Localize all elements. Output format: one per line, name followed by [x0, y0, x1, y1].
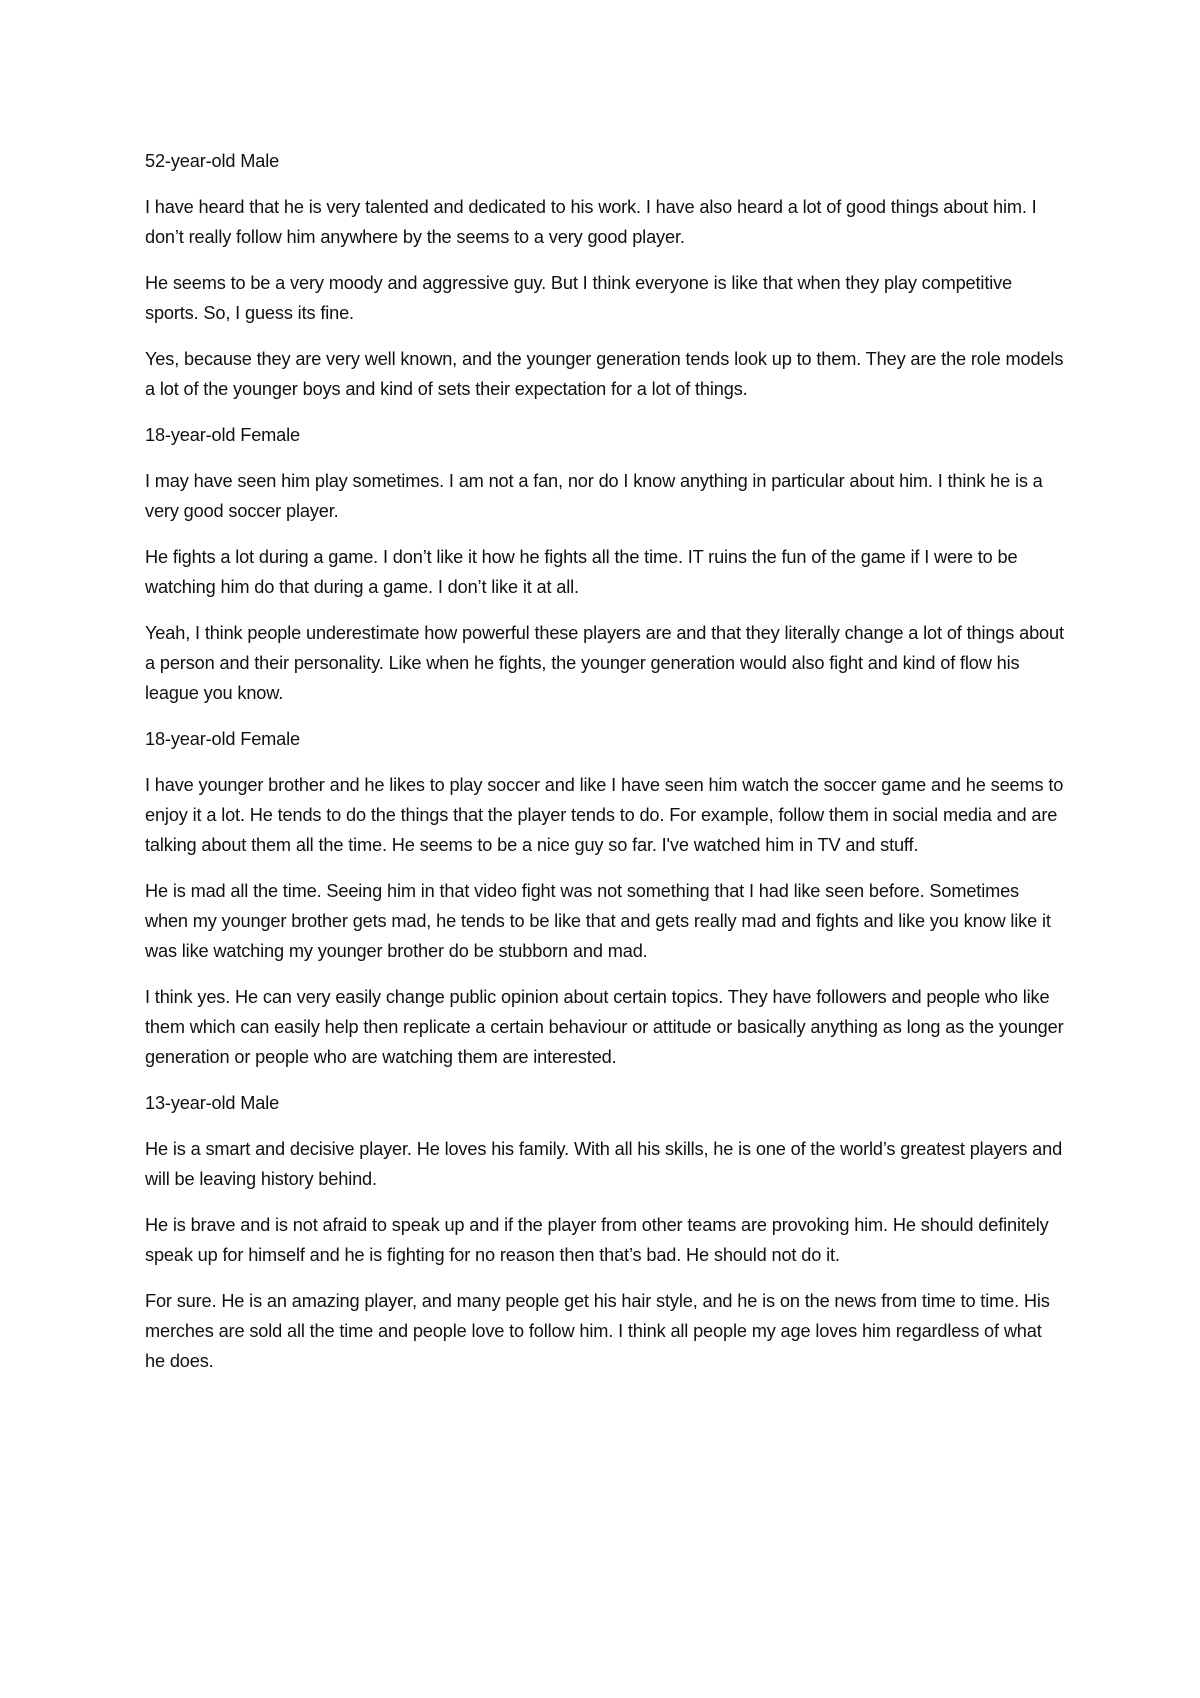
- respondent-heading: 13-year-old Male: [145, 1093, 280, 1113]
- respondent-heading: 18-year-old Female: [145, 729, 300, 749]
- answer-paragraph: He is mad all the time. Seeing him in that video fight was not something that I had like seen before. Sometimes when my younger brother gets mad, he tends to be like that and gets really mad and fights and like you know like it was like watching my younger brother do be stubborn and mad.: [145, 881, 1051, 961]
- answer-paragraph: Yes, because they are very well known, and the younger generation tends look up to them. They are the role models a lot of the younger boys and kind of sets their expectation for a lot of things.: [145, 349, 1064, 399]
- answer-paragraph: I think yes. He can very easily change public opinion about certain topics. They have followers and people who like them which can easily help then replicate a certain behaviour or attitude or basically anything as long as the younger generation or people who are watching them are interested.: [145, 987, 1064, 1067]
- answer-paragraph: I have heard that he is very talented and dedicated to his work. I have also heard a lot of good things about him. I don’t really follow him anywhere by the seems to a very good player.: [145, 197, 1037, 247]
- answer-paragraph: He is a smart and decisive player. He loves his family. With all his skills, he is one of the world’s greatest players and will be leaving history behind.: [145, 1139, 1063, 1189]
- answer-paragraph: He fights a lot during a game. I don’t like it how he fights all the time. IT ruins the fun of the game if I were to be watching him do that during a game. I don’t like it at all.: [145, 547, 1018, 597]
- answer-paragraph: I have younger brother and he likes to play soccer and like I have seen him watch the soccer game and he seems to enjoy it a lot. He tends to do the things that the player tends to do. For example, follow them in social media and are talking about them all the time. He seems to be a nice guy so far. I've watched him in TV and stuff.: [145, 775, 1064, 855]
- document-body: [145, 146, 1065, 1392]
- respondent-heading: 52-year-old Male: [145, 151, 280, 171]
- answer-paragraph: I may have seen him play sometimes. I am not a fan, nor do I know anything in particular about him. I think he is a very good soccer player.: [145, 471, 1043, 521]
- answer-paragraph: He seems to be a very moody and aggressive guy. But I think everyone is like that when they play competitive sports. So, I guess its fine.: [145, 273, 1013, 323]
- answer-paragraph: Yeah, I think people underestimate how powerful these players are and that they literally change a lot of things about a person and their personality. Like when he fights, the younger generation would also fight and kind of flow his league you know.: [145, 623, 1064, 703]
- answer-paragraph: He is brave and is not afraid to speak up and if the player from other teams are provoking him. He should definitely speak up for himself and he is fighting for no reason then that’s bad. He should not do it.: [145, 1215, 1049, 1265]
- answer-paragraph: For sure. He is an amazing player, and many people get his hair style, and he is on the news from time to time. His merches are sold all the time and people love to follow him. I think all people my age loves him regardless of what he does.: [145, 1291, 1050, 1371]
- respondent-heading: 18-year-old Female: [145, 425, 300, 445]
